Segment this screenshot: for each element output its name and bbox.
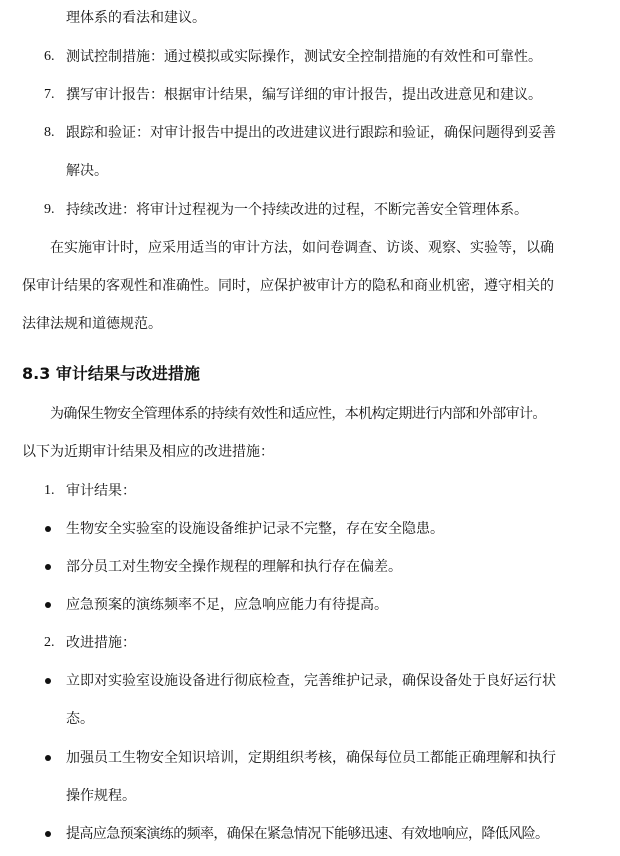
paragraph-line: 保审计结果的客观性和准确性。同时，应保护被审计方的隐私和商业机密，遵守相关的 — [22, 278, 554, 294]
paragraph-line: 法律法规和道德规范。 — [22, 316, 162, 332]
item-text-cont: 解决。 — [66, 163, 108, 179]
bullet-text: 生物安全实验室的设施设备维护记录不完整，存在安全隐患。 — [66, 521, 444, 537]
bullet-text-cont: 操作规程。 — [66, 788, 136, 804]
item-number: 9. — [44, 202, 55, 217]
paragraph-line: 为确保生物安全管理体系的持续有效性和适应性，本机构定期进行内部和外部审计。 — [50, 406, 546, 422]
item-number: 8. — [44, 125, 55, 140]
item-text: 持续改进：将审计过程视为一个持续改进的过程，不断完善安全管理体系。 — [66, 202, 528, 218]
section-heading — [22, 362, 200, 386]
bullet-text: 提高应急预案演练的频率，确保在紧急情况下能够迅速、有效地响应，降低风险。 — [66, 826, 549, 842]
bullet-text-cont: 态。 — [66, 711, 94, 727]
bullet-icon — [45, 831, 51, 837]
item-text: 测试控制措施：通过模拟或实际操作，测试安全控制措施的有效性和可靠性。 — [66, 49, 542, 65]
bullet-icon — [45, 602, 51, 608]
item-text: 撰写审计报告：根据审计结果，编写详细的审计报告，提出改进意见和建议。 — [66, 87, 542, 103]
item-number: 7. — [44, 87, 55, 102]
bullet-text: 部分员工对生物安全操作规程的理解和执行存在偏差。 — [66, 559, 402, 575]
paragraph-line: 以下为近期审计结果及相应的改进措施： — [22, 444, 274, 460]
list-label: 改进措施： — [66, 635, 136, 651]
bullet-icon — [45, 526, 51, 532]
paragraph-line: 在实施审计时，应采用适当的审计方法，如问卷调查、访谈、观察、实验等，以确 — [50, 240, 554, 256]
item-number: 2. — [44, 635, 55, 650]
bullet-icon — [45, 564, 51, 570]
section-number: 8.3 — [22, 364, 51, 383]
continuation-line: 理体系的看法和建议。 — [66, 10, 206, 26]
section-title: 审计结果与改进措施 — [55, 364, 200, 383]
bullet-text: 应急预案的演练频率不足，应急响应能力有待提高。 — [66, 597, 388, 613]
item-text: 跟踪和验证：对审计报告中提出的改进建议进行跟踪和验证，确保问题得到妥善 — [66, 125, 556, 141]
bullet-icon — [45, 755, 51, 761]
item-number: 1. — [44, 483, 55, 498]
bullet-icon — [45, 678, 51, 684]
item-number: 6. — [44, 49, 55, 64]
bullet-text: 加强员工生物安全知识培训，定期组织考核，确保每位员工都能正确理解和执行 — [66, 750, 556, 766]
list-label: 审计结果： — [66, 483, 136, 499]
bullet-text: 立即对实验室设施设备进行彻底检查，完善维护记录，确保设备处于良好运行状 — [66, 673, 556, 689]
